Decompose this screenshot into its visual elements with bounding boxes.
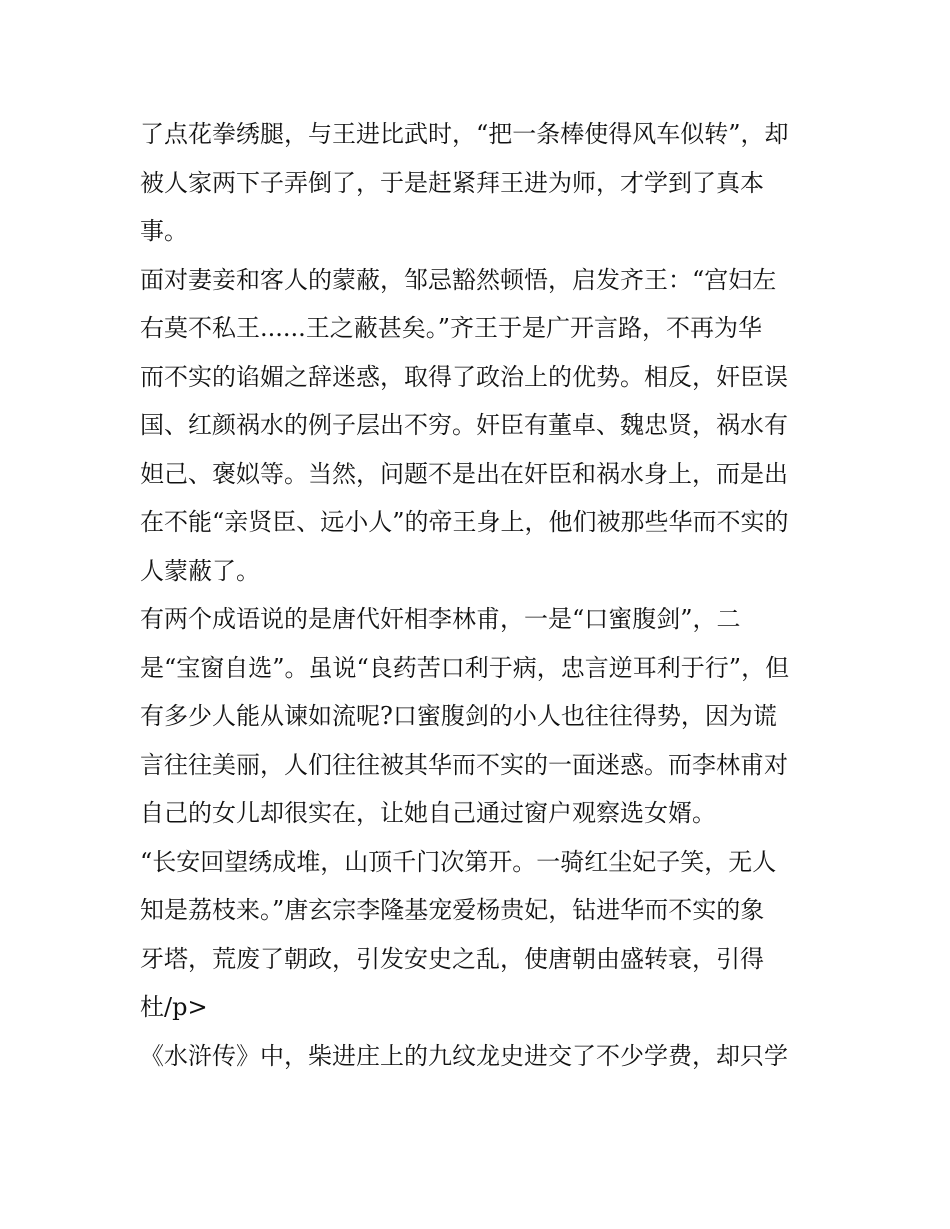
text-line: 有多少人能从谏如流呢?口蜜腹剑的小人也往往得势，因为谎 xyxy=(140,702,777,730)
text-line: 是“宝窗自选”。虽说“良药苦口利于病，忠言逆耳利于行”，但 xyxy=(140,653,790,682)
text-line: 国、红颜祸水的例子层出不穷。奸臣有董卓、魏忠贤，祸水有 xyxy=(140,411,788,439)
text-line: 杜/p> xyxy=(140,993,208,1021)
text-line: 了点花拳绣腿，与王进比武时，“把一条棒使得风车似转”，却 xyxy=(140,120,789,148)
text-line: 《水浒传》中，柴进庄上的九纹龙史进交了不少学费，却只学 xyxy=(140,1041,788,1070)
text-line: 妲己、褒姒等。当然，问题不是出在奸臣和祸水身上，而是出 xyxy=(140,459,788,488)
text-line: 事。 xyxy=(140,217,188,245)
text-line: 自己的女儿却很实在，让她自己通过窗户观察选女婿。 xyxy=(140,799,716,827)
text-line: 有两个成语说的是唐代奸相李林甫，一是“口蜜腹剑”，二 xyxy=(140,605,741,633)
text-line: 而不实的谄媚之辞迷惑，取得了政治上的优势。相反，奸臣误 xyxy=(140,362,788,391)
text-line: 言往往美丽，人们往往被其华而不实的一面迷惑。而李林甫对 xyxy=(140,750,788,779)
text-line: 右莫不私王......王之蔽甚矣。”齐王于是广开言路，不再为华 xyxy=(140,314,763,342)
document-body xyxy=(140,110,830,1080)
text-line: 人蒙蔽了。 xyxy=(140,556,260,585)
text-line: “长安回望绣成堆，山顶千门次第开。一骑红尘妃子笑，无人 xyxy=(140,847,777,876)
text-line: 知是荔枝来。”唐玄宗李隆基宠爱杨贵妃，钻进华而不实的象 xyxy=(140,896,765,924)
text-line: 面对妻妾和客人的蒙蔽，邹忌豁然顿悟，启发齐王：“宫妇左 xyxy=(140,265,777,294)
text-line: 被人家两下子弄倒了，于是赶紧拜王进为师，才学到了真本 xyxy=(140,168,764,197)
text-line: 牙塔，荒废了朝政，引发安史之乱，使唐朝由盛转衰，引得 xyxy=(140,944,764,973)
text-line: 在不能“亲贤臣、远小人”的帝王身上，他们被那些华而不实的 xyxy=(140,508,789,536)
